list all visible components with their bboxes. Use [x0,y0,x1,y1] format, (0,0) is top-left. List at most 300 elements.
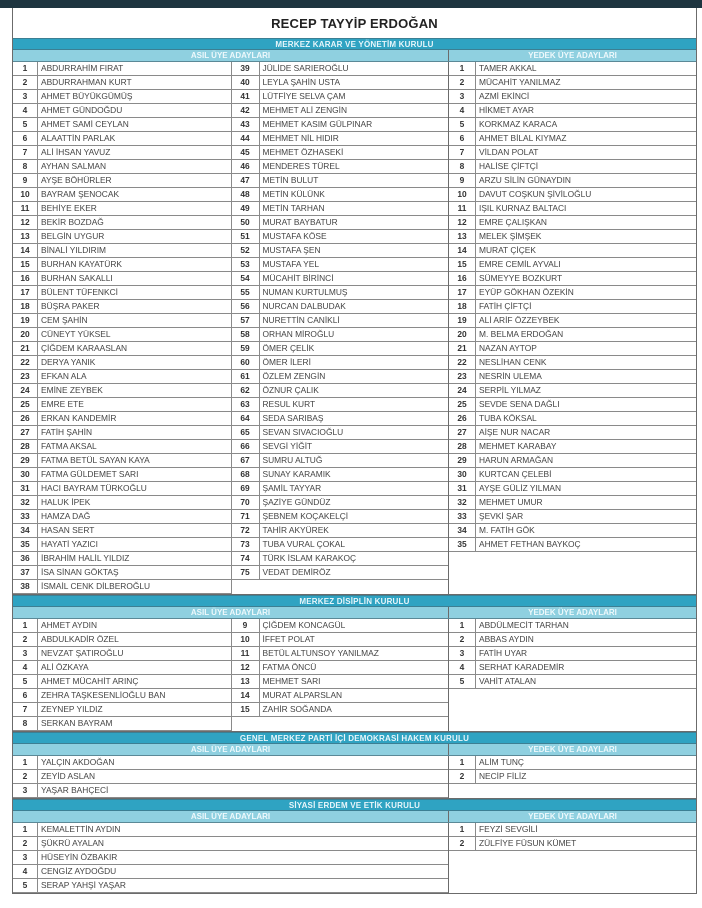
candidate-name: ÖZLEM ZENGİN [262,371,326,381]
section-header: MERKEZ DİSİPLİN KURULU [13,595,696,607]
row-number: 43 [232,118,260,131]
candidate-name: AHMET MÜCAHİT ARINÇ [41,676,139,686]
row-number: 73 [232,538,260,551]
table-row [13,230,231,244]
row-number: 33 [13,510,38,523]
section-body [13,823,696,894]
yedek-header: YEDEK ÜYE ADAYLARI [449,50,696,61]
row-number: 20 [13,328,38,341]
table-row [13,118,231,132]
candidate-name: MEHMET ÖZHASEKİ [262,147,344,157]
row-number: 30 [13,468,38,481]
table-row [449,216,696,230]
table-row [13,90,231,104]
row-number: 3 [13,647,38,660]
table-row [449,328,696,342]
table-row [13,510,231,524]
row-number: 33 [449,510,476,523]
candidate-name: LEYLA ŞAHİN USTA [262,77,341,87]
candidate-name: MENDERES TÜREL [262,161,340,171]
table-row [13,647,231,661]
table-row [449,104,696,118]
yedek-candidates [449,619,696,731]
row-number: 19 [13,314,38,327]
asil-header: ASIL ÜYE ADAYLARI [13,744,449,755]
candidate-name: MUSTAFA YEL [262,259,319,269]
table-row [449,468,696,482]
row-number: 34 [13,524,38,537]
table-row [232,160,449,174]
candidate-name: MEHMET NİL HIDIR [262,133,339,143]
table-row [232,426,449,440]
row-number: 3 [13,784,38,797]
candidate-name: CEM ŞAHİN [41,315,88,325]
asil-candidates [13,756,449,798]
candidate-name: ALİ İHSAN YAVUZ [41,147,111,157]
candidate-name: BEHİYE EKER [41,203,97,213]
row-number: 8 [449,160,476,173]
table-row [449,647,696,661]
row-number: 6 [449,132,476,145]
row-number: 9 [232,619,260,632]
row-number: 1 [449,823,476,836]
table-row [449,258,696,272]
row-number: 13 [449,230,476,243]
candidate-name: BİNALİ YILDIRIM [41,245,107,255]
table-row [13,661,231,675]
candidate-name: EMRE CEMİL AYVALI [479,259,561,269]
table-row [13,370,231,384]
table-row [449,342,696,356]
candidate-name: AHMET BÜYÜKGÜMÜŞ [41,91,133,101]
table-row [13,412,231,426]
table-row [232,454,449,468]
row-number: 70 [232,496,260,509]
table-row [232,510,449,524]
table-row [449,675,696,689]
row-number: 9 [13,174,38,187]
candidate-name: EFKAN ALA [41,371,87,381]
row-number: 40 [232,76,260,89]
table-row [13,454,231,468]
table-row [13,286,231,300]
table-row [449,412,696,426]
table-row [449,230,696,244]
candidate-name: ABDURRAHMAN KURT [41,77,132,87]
yedek-header: YEDEK ÜYE ADAYLARI [449,744,696,755]
candidate-name: AHMET FETHAN BAYKOÇ [479,539,581,549]
row-number: 13 [232,675,260,688]
candidate-name: İSA SİNAN GÖKTAŞ [41,567,119,577]
candidate-name: ARZU SİLİN GÜNAYDIN [479,175,571,185]
row-number: 4 [449,104,476,117]
candidate-name: MELEK ŞİMŞEK [479,231,542,241]
row-number: 13 [13,230,38,243]
row-number: 50 [232,216,260,229]
row-number: 12 [232,661,260,674]
candidate-name: ÇİĞDEM KONCAGÜL [262,620,346,630]
asil-column [13,62,231,594]
row-number: 30 [449,468,476,481]
table-row [13,619,231,633]
candidate-name: NURETTİN CANİKLİ [262,315,340,325]
row-number: 47 [232,174,260,187]
candidate-name: HASAN SERT [41,525,95,535]
candidate-name: İBRAHİM HALİL YILDIZ [41,553,130,563]
candidate-name: AİŞE NUR NACAR [479,427,551,437]
table-row [13,398,231,412]
table-row [232,689,449,703]
candidate-name: MURAT ÇİÇEK [479,245,536,255]
table-row [449,538,696,552]
table-row [449,770,696,784]
table-row [232,342,449,356]
row-number: 29 [13,454,38,467]
candidate-name: ZÜLFİYE FÜSUN KÜMET [479,838,577,848]
table-row [449,384,696,398]
candidate-name: AYŞE BÖHÜRLER [41,175,112,185]
table-row [13,384,231,398]
row-number: 1 [13,756,38,769]
row-number: 7 [449,146,476,159]
row-number: 5 [13,118,38,131]
table-row [232,647,449,661]
row-number: 23 [449,370,476,383]
row-number: 64 [232,412,260,425]
row-number: 10 [13,188,38,201]
row-number: 10 [449,188,476,201]
table-row [449,132,696,146]
row-number: 54 [232,272,260,285]
yedek-candidates [449,62,696,594]
table-row [13,851,448,865]
row-number: 59 [232,342,260,355]
asil-header: ASIL ÜYE ADAYLARI [13,50,449,61]
table-row [13,865,448,879]
row-number: 1 [13,823,38,836]
column-headers [13,744,696,756]
candidate-name: VİLDAN POLAT [479,147,539,157]
table-row [13,300,231,314]
table-row [449,524,696,538]
candidate-name: BETÜL ALTUNSOY YANILMAZ [262,648,379,658]
yedek-candidates [449,823,696,893]
candidate-name: SEVDE SENA DAĞLI [479,399,560,409]
table-row [449,454,696,468]
row-number: 55 [232,286,260,299]
table-row [232,216,449,230]
row-number: 2 [449,770,476,783]
table-row [449,76,696,90]
candidate-name: FATİH UYAR [479,648,528,658]
yedek-candidates [449,756,696,798]
table-row [13,879,448,893]
table-row [449,244,696,258]
candidate-name: ABDULKADİR ÖZEL [41,634,119,644]
row-number: 60 [232,356,260,369]
table-row [13,76,231,90]
row-number: 2 [13,76,38,89]
candidate-name: MEHMET ALİ ZENGİN [262,105,348,115]
column-headers [13,607,696,619]
table-row [232,496,449,510]
candidate-name: BURHAN KAYATÜRK [41,259,122,269]
candidate-name: SERKAN BAYRAM [41,718,113,728]
candidate-name: HALİSE ÇİFTÇİ [479,161,539,171]
table-row [232,482,449,496]
row-number: 27 [449,426,476,439]
candidate-name: NESLİHAN CENK [479,357,547,367]
table-row [13,328,231,342]
candidate-name: AYŞE GÜLİZ YILMAN [479,483,562,493]
candidate-name: KEMALETTİN AYDIN [41,824,121,834]
candidate-name: FEYZİ SEVGİLİ [479,824,538,834]
table-row [449,356,696,370]
row-number: 29 [449,454,476,467]
candidate-name: EMRE ÇALIŞKAN [479,217,547,227]
candidate-name: İSMAİL CENK DİLBEROĞLU [41,581,151,591]
row-number: 5 [449,118,476,131]
table-row [13,756,448,770]
row-number: 49 [232,202,260,215]
candidate-name: HÜSEYİN ÖZBAKIR [41,852,118,862]
yedek-header: YEDEK ÜYE ADAYLARI [449,811,696,822]
candidate-name: SERHAT KARADEMİR [479,662,565,672]
candidate-name: ŞAMİL TAYYAR [262,483,322,493]
row-number: 1 [13,619,38,632]
row-number: 8 [13,717,38,730]
table-row [449,174,696,188]
candidate-name: BAYRAM ŞENOCAK [41,189,120,199]
row-number: 21 [13,342,38,355]
table-row [232,468,449,482]
row-number: 1 [13,62,38,75]
row-number: 5 [13,675,38,688]
table-row [13,272,231,286]
asil-header: ASIL ÜYE ADAYLARI [13,811,449,822]
table-row [232,118,449,132]
table-row [449,633,696,647]
row-number: 75 [232,566,260,579]
candidate-name: ZEYİD ASLAN [41,771,95,781]
row-number: 2 [13,837,38,850]
table-row [232,524,449,538]
row-number: 16 [13,272,38,285]
candidate-name: TÜRK İSLAM KARAKOÇ [262,553,357,563]
candidate-name: ŞÜKRÜ AYALAN [41,838,104,848]
row-number: 2 [13,633,38,646]
table-row [13,440,231,454]
candidate-name: MEHMET UMUR [479,497,543,507]
table-row [13,132,231,146]
candidate-name: SEDA SARIBAŞ [262,413,324,423]
candidate-name: AZMİ EKİNCİ [479,91,530,101]
candidate-name: HACI BAYRAM TÜRKOĞLU [41,483,147,493]
candidate-name: MEHMET SARI [262,676,321,686]
row-number: 4 [449,661,476,674]
table-row [232,300,449,314]
table-row [232,258,449,272]
table-row [449,314,696,328]
row-number: 41 [232,90,260,103]
row-number: 42 [232,104,260,117]
table-row [232,90,449,104]
sections-container [13,38,696,894]
candidate-name: MURAT ALPARSLAN [262,690,343,700]
table-row [449,146,696,160]
candidate-name: FATİH ŞAHİN [41,427,93,437]
row-number: 52 [232,244,260,257]
table-row [13,689,231,703]
candidate-name: ÖMER ÇELİK [262,343,315,353]
candidate-name: M. BELMA ERDOĞAN [479,329,564,339]
table-row [13,823,448,837]
table-row [232,633,449,647]
candidate-name: JÜLİDE SARIEROĞLU [262,63,349,73]
table-row [13,770,448,784]
table-row [13,104,231,118]
table-row [232,398,449,412]
candidate-name: SUNAY KARAMIK [262,469,331,479]
row-number: 32 [449,496,476,509]
candidate-name: TUBA KÖKSAL [479,413,537,423]
candidate-name: RESUL KURT [262,399,316,409]
candidate-name: NESRİN ULEMA [479,371,542,381]
candidate-name: FATİH ÇİFTÇİ [479,301,532,311]
candidate-name: ÇİĞDEM KARAASLAN [41,343,128,353]
row-number: 15 [232,703,260,716]
row-number: 5 [13,879,38,892]
table-row [232,356,449,370]
candidate-name: ALİ ÖZKAYA [41,662,89,672]
row-number: 71 [232,510,260,523]
candidate-name: ŞEBNEM KOÇAKELÇİ [262,511,349,521]
table-row [13,342,231,356]
row-number: 35 [449,538,476,551]
section-body [13,62,696,595]
table-row [13,496,231,510]
row-number: 56 [232,300,260,313]
asil-header: ASIL ÜYE ADAYLARI [13,607,449,618]
row-number: 24 [13,384,38,397]
row-number: 3 [449,90,476,103]
candidate-name: ORHAN MİROĞLU [262,329,335,339]
section-header: SİYASİ ERDEM VE ETİK KURULU [13,799,696,811]
row-number: 6 [13,132,38,145]
table-row [449,482,696,496]
row-number: 62 [232,384,260,397]
asil-column [13,756,448,798]
candidate-name: HALUK İPEK [41,497,91,507]
table-row [449,118,696,132]
yedek-header: YEDEK ÜYE ADAYLARI [449,607,696,618]
candidate-name: BELGİN UYGUR [41,231,105,241]
candidate-name: KORKMAZ KARACA [479,119,558,129]
row-number: 12 [13,216,38,229]
table-row [449,496,696,510]
table-row [13,566,231,580]
row-number: 11 [13,202,38,215]
table-row [449,823,696,837]
row-number: 10 [232,633,260,646]
table-row [232,202,449,216]
candidate-name: SEVAN SIVACIOĞLU [262,427,344,437]
row-number: 14 [449,244,476,257]
row-number: 4 [13,865,38,878]
table-row [449,756,696,770]
row-number: 26 [13,412,38,425]
candidate-name: M. FATİH GÖK [479,525,535,535]
row-number: 1 [449,62,476,75]
candidate-list-document [12,8,697,894]
table-row [13,717,231,731]
row-number: 53 [232,258,260,271]
table-row [13,160,231,174]
table-row [449,510,696,524]
row-number: 25 [449,398,476,411]
table-row [232,174,449,188]
column-headers [13,50,696,62]
row-number: 5 [449,675,476,688]
row-number: 14 [13,244,38,257]
section-body [13,619,696,732]
row-number: 32 [13,496,38,509]
candidate-name: DAVUT COŞKUN ŞİVİLOĞLU [479,189,592,199]
candidate-name: DERYA YANIK [41,357,96,367]
row-number: 27 [13,426,38,439]
candidate-name: KURTCAN ÇELEBİ [479,469,552,479]
document-title: RECEP TAYYİP ERDOĞAN [271,15,438,31]
row-number: 4 [13,104,38,117]
table-row [232,104,449,118]
table-row [13,258,231,272]
table-row [232,132,449,146]
table-row [13,62,231,76]
candidate-name: ALAATTİN PARLAK [41,133,116,143]
table-row [13,552,231,566]
row-number: 38 [13,580,38,593]
candidate-name: ÖZNUR ÇALIK [262,385,319,395]
table-row [232,675,449,689]
row-number: 61 [232,370,260,383]
row-number: 28 [13,440,38,453]
row-number: 17 [13,286,38,299]
row-number: 68 [232,468,260,481]
table-row [13,538,231,552]
row-number: 36 [13,552,38,565]
row-number: 31 [13,482,38,495]
candidate-name: MÜCAHİT YANILMAZ [479,77,561,87]
candidate-name: YAŞAR BAHÇECİ [41,785,109,795]
candidate-name: ZEHRA TAŞKESENLİOĞLU BAN [41,690,166,700]
table-row [13,703,231,717]
candidate-name: SERAP YAHŞİ YAŞAR [41,880,126,890]
asil-candidates [13,62,449,594]
row-number: 19 [449,314,476,327]
asil-column [231,62,449,594]
table-row [232,661,449,675]
table-row [232,412,449,426]
candidate-name: MURAT BAYBATUR [262,217,338,227]
row-number: 39 [232,62,260,75]
table-row [449,440,696,454]
row-number: 66 [232,440,260,453]
candidate-name: CENGİZ AYDOĞDU [41,866,117,876]
row-number: 2 [13,770,38,783]
asil-column [231,619,449,731]
candidate-name: ŞEVKİ ŞAR [479,511,524,521]
table-row [13,216,231,230]
